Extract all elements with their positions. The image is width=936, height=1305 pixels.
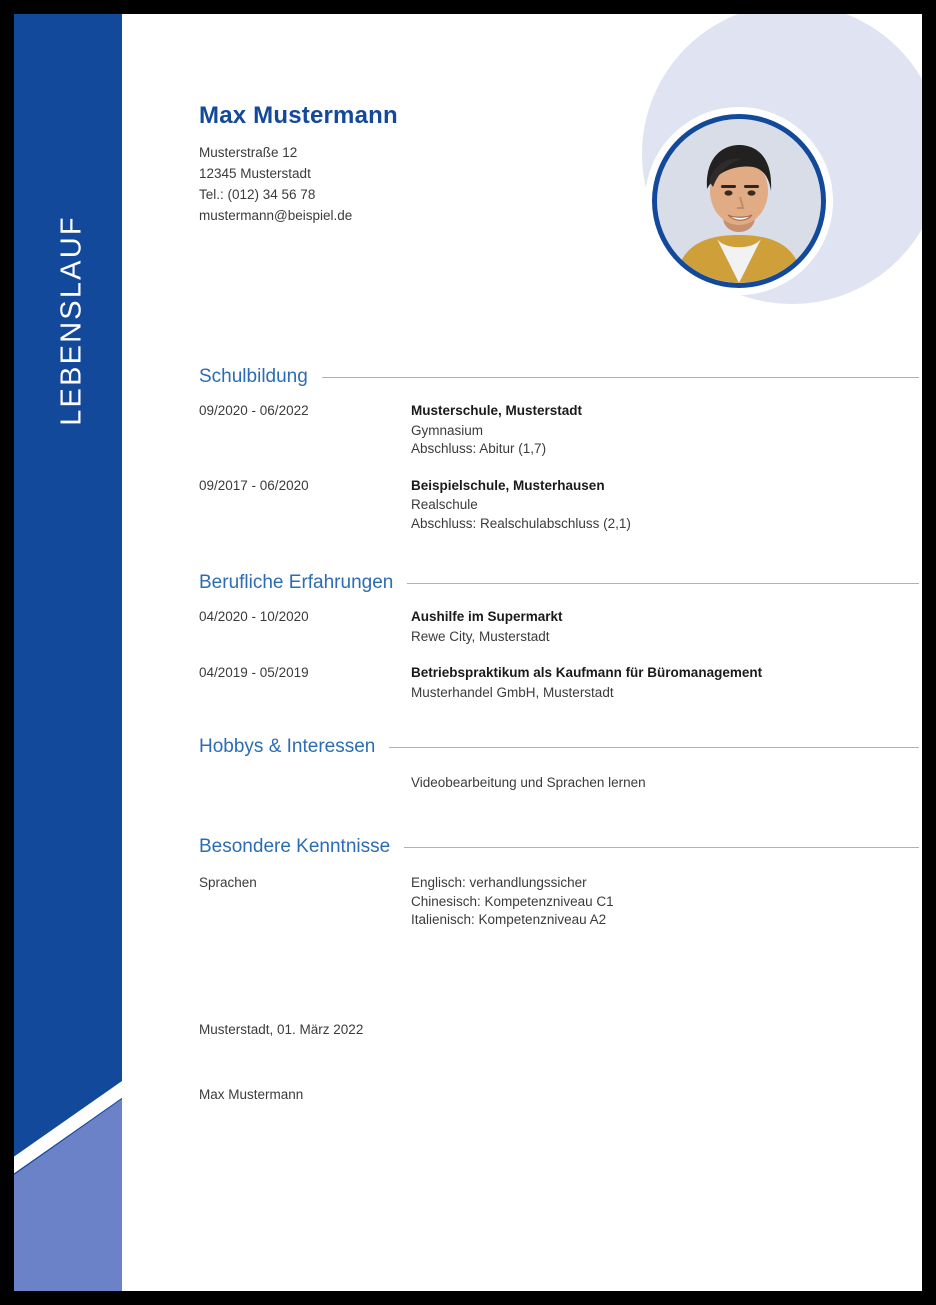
entry-title: Betriebspraktikum als Kaufmann für Büromanagement: [411, 665, 763, 680]
section-header: [199, 836, 919, 858]
entry-title: Beispielschule, Musterhausen: [411, 477, 605, 493]
resume-content: [122, 14, 922, 1291]
section-title: Berufliche Erfahrungen: [199, 572, 394, 593]
section-hobbys-interessen: [199, 736, 919, 811]
entry-line: Englisch: verhandlungssicher: [411, 875, 587, 890]
contact-line-phone: Tel.: (012) 34 56 78: [199, 187, 316, 202]
entry-line: Videobearbeitung und Sprachen lernen: [411, 775, 646, 790]
list-item: [199, 874, 919, 930]
section-besondere-kenntnisse: [199, 836, 919, 948]
entry-title: Aushilfe im Supermarkt: [411, 609, 563, 624]
section-divider: [389, 747, 919, 748]
contact-line-city: 12345 Musterstadt: [199, 166, 311, 181]
signature-name: Max Mustermann: [199, 1087, 304, 1102]
entry-line: Abschluss: Realschulabschluss (2,1): [411, 515, 631, 531]
entry-body: [411, 402, 919, 459]
entry-date: Sprachen: [199, 875, 257, 890]
section-berufliche-erfahrungen: [199, 572, 919, 720]
entry-date: [199, 774, 411, 793]
entry-body: [411, 664, 919, 702]
portrait-photo-icon: [657, 119, 821, 283]
list-item: [199, 664, 919, 702]
section-schulbildung: [199, 366, 919, 551]
list-item: [199, 402, 919, 459]
contact-line-street: Musterstraße 12: [199, 145, 298, 160]
page-title: Max Mustermann: [199, 102, 398, 129]
contact-block: [199, 142, 352, 226]
list-item: [199, 477, 919, 534]
entry-date: 09/2020 - 06/2022: [199, 403, 309, 418]
resume-page: [14, 14, 922, 1291]
section-title: Besondere Kenntnisse: [199, 836, 391, 857]
section-header: [199, 736, 919, 758]
list-item: [199, 774, 919, 793]
entry-body: [411, 774, 919, 793]
entry-line: Gymnasium: [411, 422, 484, 438]
sidebar-title: LEBENSLAUF: [55, 215, 88, 426]
section-title: Schulbildung: [199, 366, 308, 387]
section-divider: [322, 377, 919, 378]
list-item: [199, 608, 919, 646]
section-divider: [407, 583, 919, 584]
entry-line: Musterhandel GmbH, Musterstadt: [411, 684, 614, 700]
sidebar: [14, 14, 122, 1291]
entry-body: [411, 608, 919, 646]
contact-line-email: mustermann@beispiel.de: [199, 208, 353, 223]
section-divider: [404, 847, 919, 848]
entry-date: 04/2019 - 05/2019: [199, 665, 309, 680]
place-and-date: Musterstadt, 01. März 2022: [199, 1022, 364, 1037]
entry-line: Abschluss: Abitur (1,7): [411, 441, 547, 456]
entry-line: Rewe City, Musterstadt: [411, 628, 550, 644]
section-title: Hobbys & Interessen: [199, 736, 376, 757]
entry-body: [411, 874, 919, 930]
entry-line: Italienisch: Kompetenzniveau A2: [411, 912, 607, 927]
entry-title: Musterschule, Musterstadt: [411, 403, 583, 418]
section-header: [199, 572, 919, 594]
section-header: [199, 366, 919, 388]
entry-line: Realschule: [411, 497, 478, 512]
entry-body: [411, 477, 919, 534]
entry-date: 04/2020 - 10/2020: [199, 609, 309, 624]
entry-line: Chinesisch: Kompetenzniveau C1: [411, 893, 614, 909]
avatar: [652, 114, 826, 288]
entry-date: 09/2017 - 06/2020: [199, 477, 309, 493]
